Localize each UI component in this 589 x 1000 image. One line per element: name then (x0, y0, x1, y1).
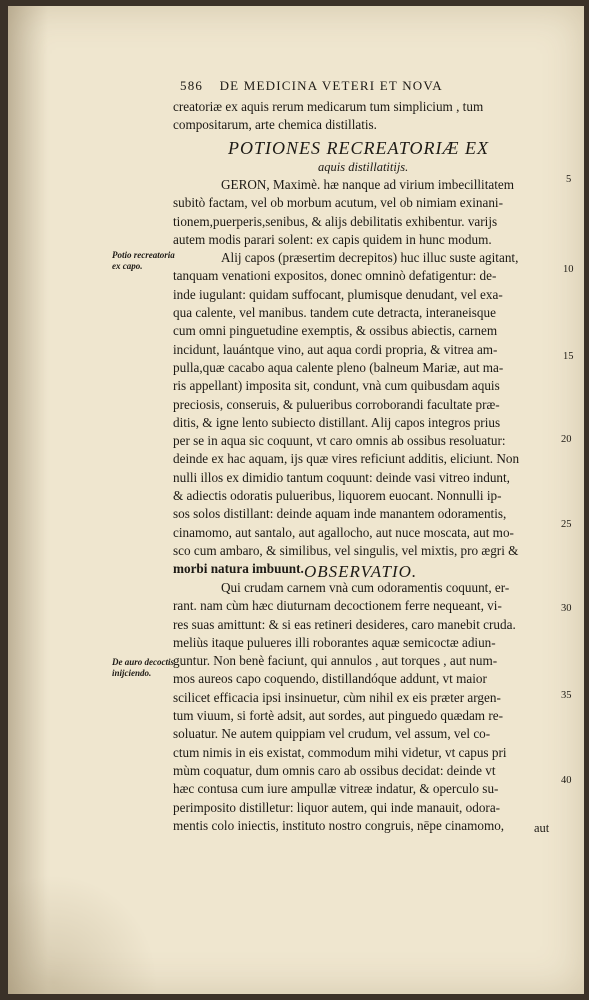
text-line: mos aureos capo coquendo, distillandóque addunt, vt maior (173, 671, 487, 687)
text-line: mùm coquatur, dum omnis caro ab ossibus decidat: deinde vt (173, 762, 496, 778)
text-line: perimposito distilletur: liquor autem, qui inde manauit, odora- (173, 799, 501, 815)
text-line: pulla,quæ cacabo aqua calente pleno (balneum Mariæ, aut ma- (173, 359, 504, 375)
text-line: mentis colo iniectis, instituto nostro congruis, nēpe cinamomo, (173, 817, 505, 833)
line-number: 20 (561, 434, 572, 445)
text-line: subitò factam, vel ob morbum acutum, vel ob nimiam exinani- (173, 195, 503, 211)
text-line: ris appellant) imposita sit, condunt, vnà cum quibusdam aquis (173, 378, 500, 394)
page-number: 586 (180, 78, 204, 93)
text-line: incidunt, lauántque vino, aut aqua cordi propria, & vitrea am- (173, 341, 498, 357)
text-line: tum viuum, si fortè adsit, aut sordes, aut pinguedo quædam re- (173, 708, 503, 724)
observation-title: OBSERVATIO. (304, 562, 418, 581)
text-line: preciosis, conseruis, & pulueribus corroborandi facultate præ- (173, 396, 500, 412)
running-head (180, 78, 540, 94)
line-number: 10 (563, 264, 574, 275)
text-line: sco cum ambaro, & similibus, vel singulis, vel mixtis, pro ægri & (173, 542, 519, 558)
intro-paragraph (173, 98, 553, 135)
line-number: 30 (561, 603, 572, 614)
margin-note-potio (112, 250, 175, 272)
catchword: aut (534, 821, 550, 835)
paper-stain (8, 874, 158, 994)
text-line: soluatur. Ne autem quippiam vel crudum, vel assum, vel co- (173, 726, 491, 742)
margin-note-line: inijciendo. (112, 668, 152, 678)
body-paragraph (173, 176, 553, 579)
text-line: sos solos distillant: deinde aquam inde manantem odoramentis, (173, 506, 507, 522)
text-line: deinde ex hac aquam, ijs quæ vires reficiunt additis, eliciunt. Non (173, 451, 520, 467)
text-line: ctum nimis in eis existat, commodum mihi videtur, vt capus pri (173, 744, 507, 760)
line-number: 35 (561, 690, 572, 701)
text-line: tanquam venationi expositos, donec omninò defatigentur: de- (173, 268, 497, 284)
text-line: Qui crudam carnem vnà cum odoramentis coquunt, er- (221, 580, 510, 595)
section-subtitle: aquis distillatitijs. (318, 160, 409, 174)
margin-note-line: ex capo. (112, 261, 143, 271)
text-line: inde iugulant: quidam suffocant, plumisque denudant, vel exa- (173, 286, 503, 302)
text-line: compositarum, arte chemica distillatis. (173, 117, 377, 133)
text-line: qua calente, vel manibus. tandem cute detracta, interaneisque (173, 305, 496, 321)
text-line: meliùs itaque pulueres illi roborantes aquæ semicoctæ adiun- (173, 634, 496, 650)
text-line: creatoriæ ex aquis rerum medicarum tum simplicium , tum (173, 99, 484, 114)
text-line: tionem,puerperis,senibus, & alijs debilitatis exhibentur. varijs (173, 213, 498, 229)
text-line: autem modis parari solent: ex capis quidem in hunc modum. (173, 231, 492, 247)
text-line: nulli illos ex dimidio tantum coquunt: deinde vasi vitreo indunt, (173, 469, 510, 485)
text-line: morbi natura imbuunt. (173, 561, 304, 577)
text-line: per se in aqua sic coquunt, vt caro omnis ab ossibus resoluatur: (173, 433, 506, 449)
book-page (8, 6, 584, 994)
running-title: DE MEDICINA VETERI ET NOVA (219, 78, 443, 93)
text-line: Alij capos (præsertim decrepitos) huc illuc suste agitant, (221, 250, 519, 266)
text-line: rant. nam cùm hæc diuturnam decoctionem ferre nequeant, vi- (173, 598, 502, 614)
gutter-shadow (8, 6, 48, 994)
text-line: res suas amittunt: & si eas retineri desideres, caro manebit cruda. (173, 616, 516, 632)
text-line: hæc contusa cum iure ampullæ vitreæ indatur, & operculo su- (173, 781, 499, 797)
section-title: POTIONES RECREATORIÆ EX (228, 138, 489, 158)
text-line: GERON, Maximè. hæ nanque ad virium imbecillitatem (221, 177, 514, 192)
margin-note-auro (112, 657, 174, 679)
text-line: cinamomo, aut santalo, aut agallocho, aut nuce moscata, aut mo- (173, 524, 514, 540)
line-number: 15 (563, 351, 574, 362)
text-line: guntur. Non benè faciunt, qui annulos , aut torques , aut num- (173, 653, 498, 669)
text-line: ditis, & igne lento subiecto distillant. Alij capos integros prius (173, 414, 501, 430)
text-line: & adiectis odoratis pulueribus, liquorem euocant. Nonnulli ip- (173, 488, 502, 504)
observation-paragraph (173, 579, 553, 835)
margin-note-line: Potio recreatoria (112, 250, 175, 260)
line-number: 40 (561, 775, 572, 786)
text-line: scilicet efficacia ipsi insinuetur, cùm nihil ex eis præter argen- (173, 689, 501, 705)
margin-note-line: De auro decoctis (112, 657, 174, 667)
line-number: 25 (561, 519, 572, 530)
text-line: cum omni pinguetudine exemptis, & ossibus abiectis, carnem (173, 323, 498, 339)
line-number: 5 (566, 174, 572, 185)
